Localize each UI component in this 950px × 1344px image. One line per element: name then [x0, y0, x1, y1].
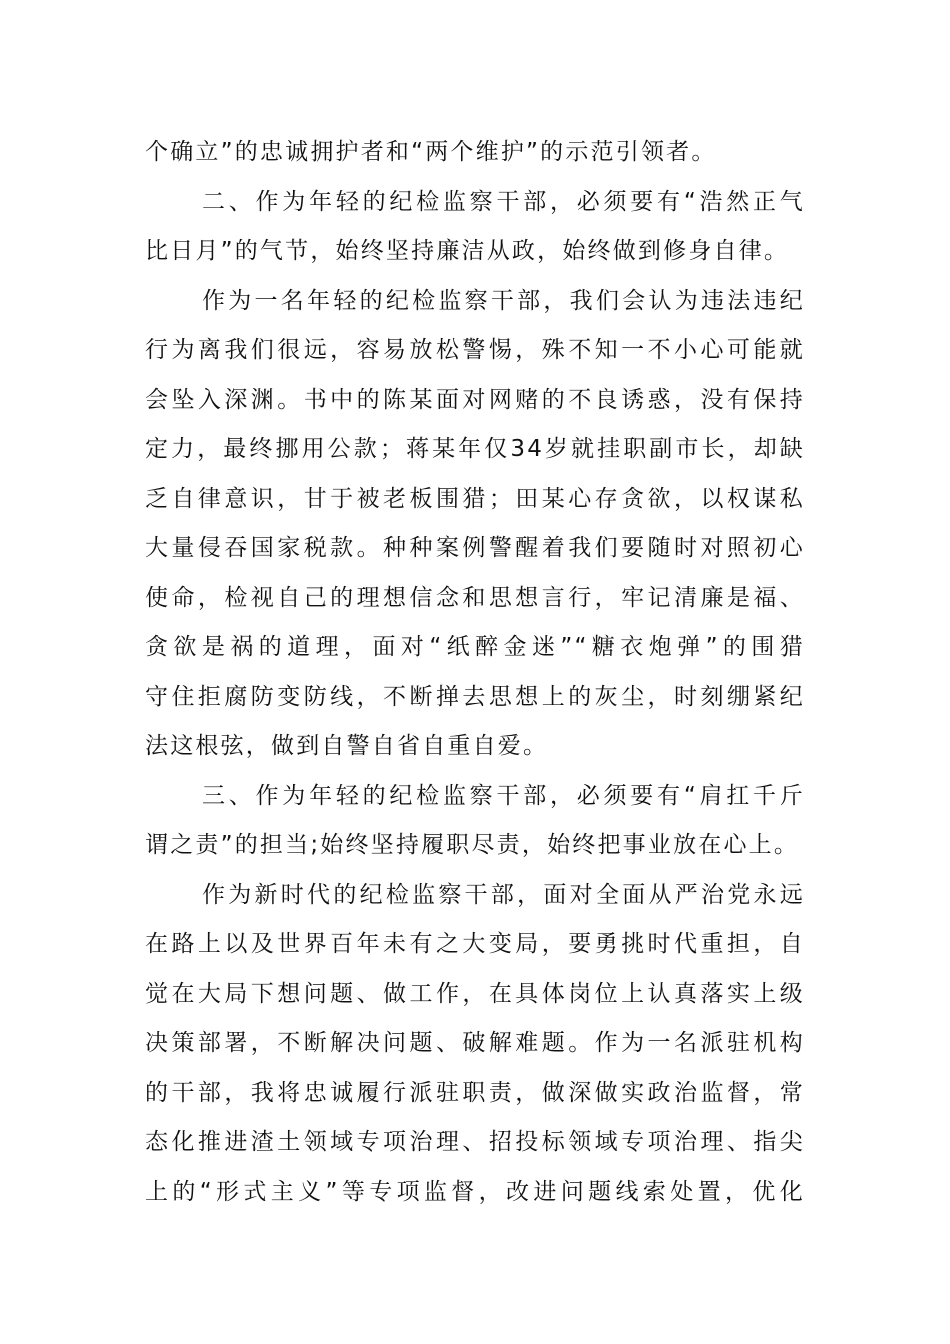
paragraph-line: 作为新时代的纪检监察干部，面对全面从严治党永远 — [202, 881, 805, 908]
paragraph-line: 法这根弦，做到自警自省自重自爱。 — [145, 733, 549, 759]
paragraph-line: 觉在大局下想问题、做工作，在具体岗位上认真落实上级 — [145, 980, 805, 1007]
paragraph-line: 在路上以及世界百年未有之大变局，要勇挑时代重担，自 — [145, 931, 805, 957]
section-heading-line: 二、作为年轻的纪检监察干部，必须要有“浩然正气 — [202, 188, 805, 215]
section-heading-line: 比日月”的气节，始终坚持廉洁从政，始终做到修身自律。 — [145, 238, 790, 264]
paragraph-line: 大量侵吞国家税款。种种案例警醒着我们要随时对照初心 — [145, 535, 805, 561]
paragraph-line: 守住拒腐防变防线，不断掸去思想上的灰尘，时刻绷紧纪 — [145, 683, 805, 710]
paragraph-line: 定力，最终挪用公款；蒋某年仅34岁就挂职副市长，却缺 — [145, 436, 805, 462]
paragraph-line: 上的“形式主义”等专项监督，改进问题线索处置，优化 — [145, 1178, 805, 1205]
paragraph-line: 行为离我们很远，容易放松警惕，殊不知一不小心可能就 — [145, 337, 805, 363]
section-heading-line: 三、作为年轻的纪检监察干部，必须要有“肩扛千斤 — [202, 782, 805, 809]
paragraph-line: 个确立”的忠诚拥护者和“两个维护”的示范引领者。 — [145, 139, 717, 165]
paragraph-line: 会坠入深渊。书中的陈某面对网赌的不良诱惑，没有保持 — [145, 386, 805, 413]
paragraph-line: 作为一名年轻的纪检监察干部，我们会认为违法违纪 — [202, 287, 805, 314]
paragraph-line: 贪欲是祸的道理，面对“纸醉金迷”“糖衣炮弹”的围猎 — [145, 634, 805, 660]
paragraph-line: 乏自律意识，甘于被老板围猎；田某心存贪欲，以权谋私 — [145, 485, 805, 512]
paragraph-line: 决策部署，不断解决问题、破解难题。作为一名派驻机构 — [145, 1030, 805, 1056]
paragraph-line: 的干部，我将忠诚履行派驻职责，做深做实政治监督，常 — [145, 1079, 805, 1106]
paragraph-line: 态化推进渣土领域专项治理、招投标领域专项治理、指尖 — [145, 1129, 805, 1155]
document-body — [145, 128, 805, 1217]
paragraph-line: 使命，检视自己的理想信念和思想言行，牢记清廉是福、 — [145, 584, 805, 611]
section-heading-line: 谓之责”的担当;始终坚持履职尽责，始终把事业放在心上。 — [145, 832, 800, 858]
